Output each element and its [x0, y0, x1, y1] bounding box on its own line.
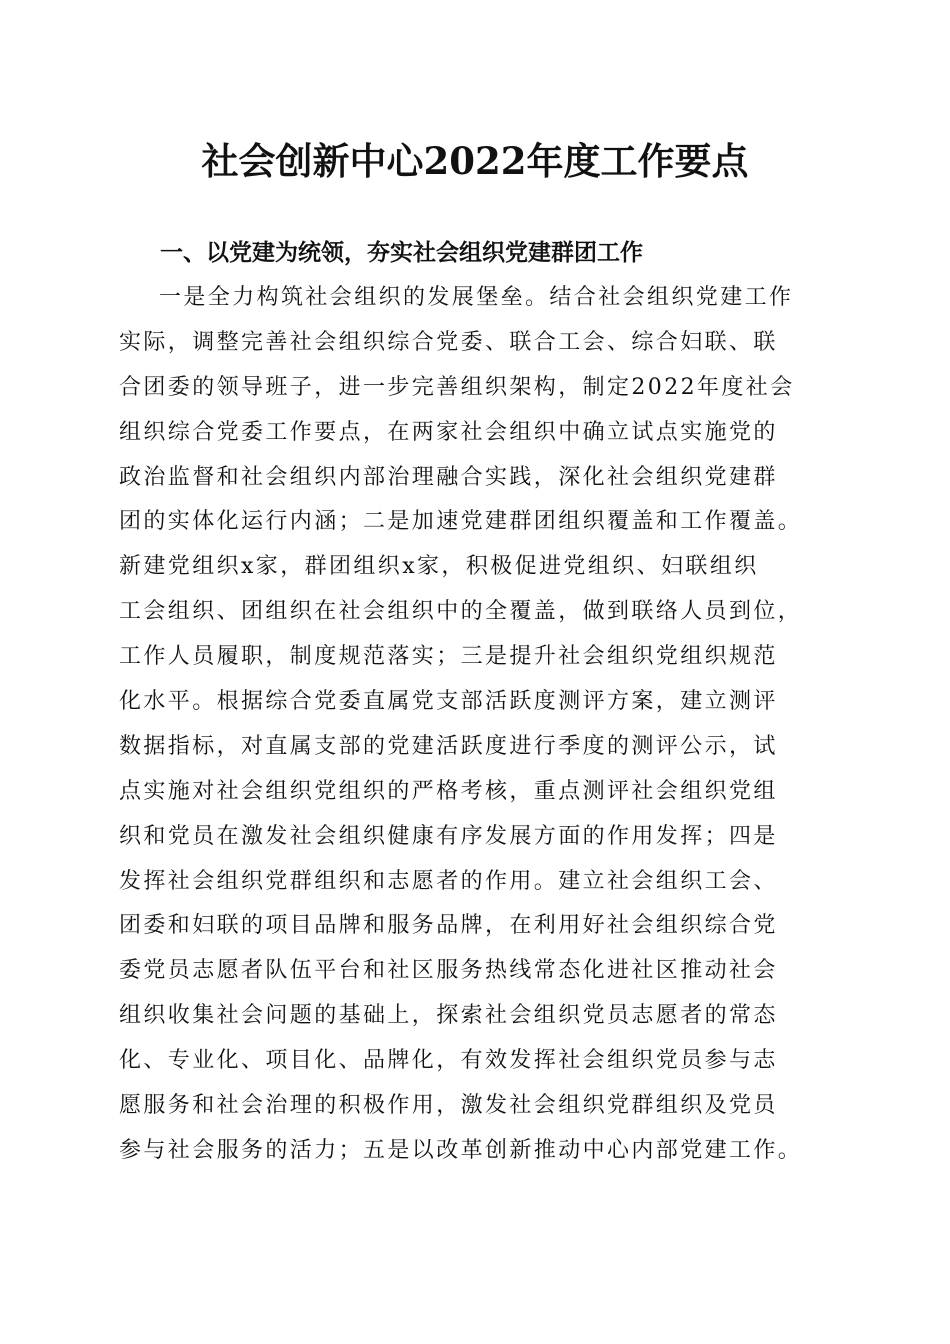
document-title: 社会创新中心2022年度工作要点 [201, 139, 749, 183]
paragraph-line: 化水平。根据综合党委直属党支部活跃度测评方案，建立测评 [119, 689, 778, 715]
paragraph-line: 工作人员履职，制度规范落实；三是提升社会组织党组织规范 [119, 644, 778, 670]
paragraph-line: 织和党员在激发社会组织健康有序发展方面的作用发挥；四是 [119, 823, 778, 849]
paragraph-line: 工会组织、团组织在社会组织中的全覆盖，做到联络人员到位， [119, 599, 803, 625]
paragraph-line: 数据指标，对直属支部的党建活跃度进行季度的测评公示，试 [119, 733, 778, 759]
paragraph-line: 一是全力构筑社会组织的发展堡垒。结合社会组织党建工作 [159, 285, 794, 310]
paragraph-line: 组织收集社会问题的基础上，探索社会组织党员志愿者的常态 [119, 1003, 778, 1029]
paragraph-line: 团委和妇联的项目品牌和服务品牌，在利用好社会组织综合党 [119, 913, 778, 939]
paragraph-line: 新建党组织x家，群团组织x家，积极促进党组织、妇联组织 [119, 554, 759, 580]
paragraph-line: 团的实体化运行内涵；二是加速党建群团组织覆盖和工作覆盖。 [119, 509, 803, 535]
paragraph-line: 政治监督和社会组织内部治理融合实践，深化社会组织党建群 [119, 464, 778, 490]
paragraph-line: 发挥社会组织党群组织和志愿者的作用。建立社会组织工会、 [119, 868, 778, 894]
paragraph-line: 委党员志愿者队伍平台和社区服务热线常态化进社区推动社会 [119, 958, 778, 984]
paragraph-line: 参与社会服务的活力；五是以改革创新推动中心内部党建工作。 [119, 1137, 803, 1163]
body-paragraph [119, 276, 834, 1174]
paragraph-line: 合团委的领导班子，进一步完善组织架构，制定2022年度社会 [119, 374, 795, 400]
paragraph-line: 实际，调整完善社会组织综合党委、联合工会、综合妇联、联 [119, 329, 778, 355]
paragraph-line: 组织综合党委工作要点，在两家社会组织中确立试点实施党的 [119, 419, 778, 445]
paragraph-line: 化、专业化、项目化、品牌化，有效发挥社会组织党员参与志 [119, 1048, 778, 1074]
paragraph-line: 点实施对社会组织党组织的严格考核，重点测评社会组织党组 [119, 778, 778, 804]
section-heading: 一、以党建为统领，夯实社会组织党建群团工作 [160, 240, 643, 266]
paragraph-line: 愿服务和社会治理的积极作用，激发社会组织党群组织及党员 [119, 1093, 778, 1119]
